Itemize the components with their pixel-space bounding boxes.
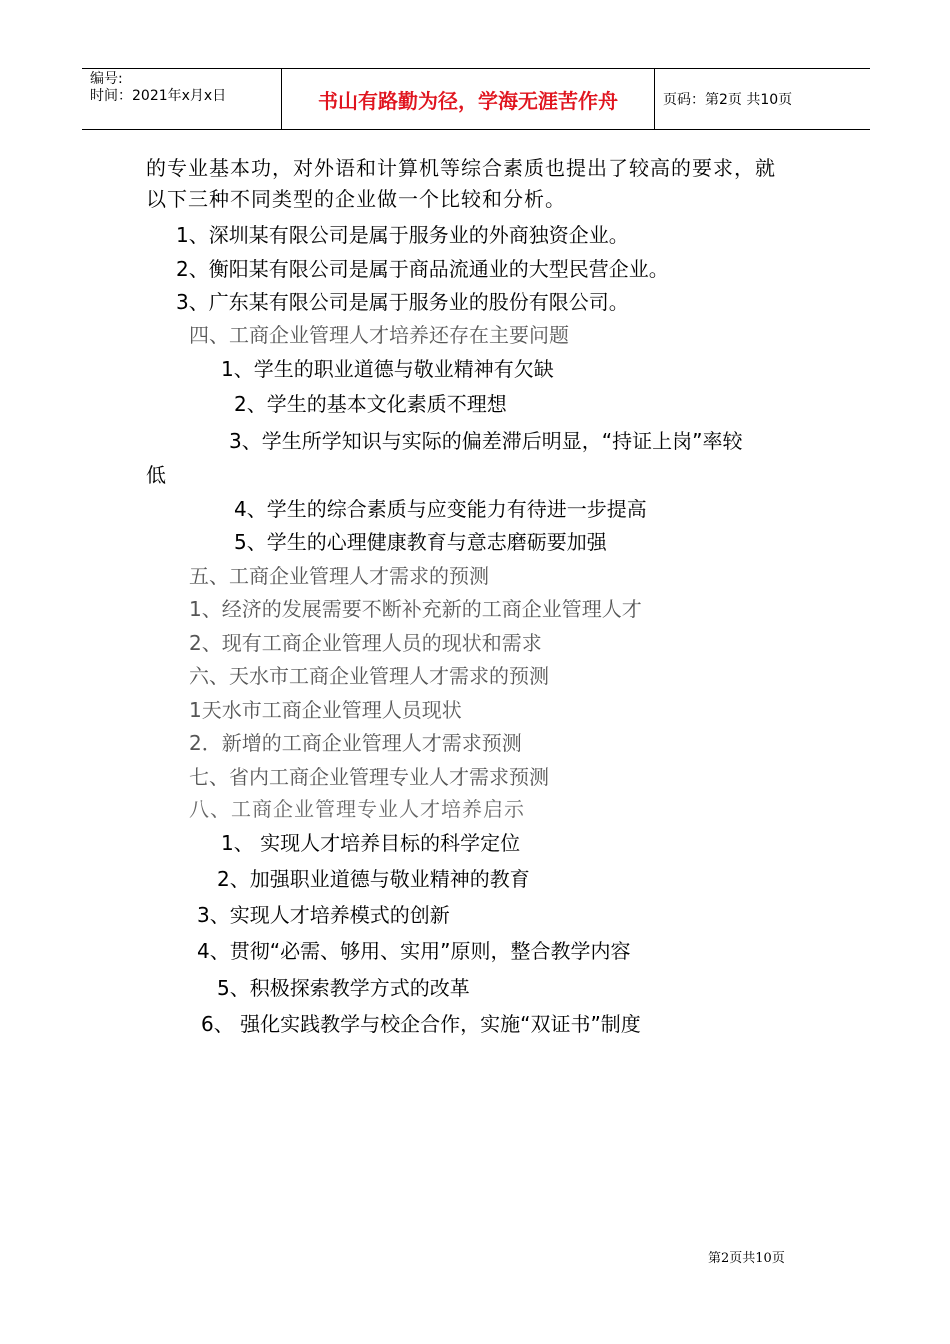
body-line-17: 1天水市工商企业管理人员现状: [189, 698, 462, 722]
body-line-9: 3、学生所学知识与实际的偏差滞后明显，“持证上岗”率较: [229, 429, 743, 453]
body-line-25: 5、积极探索教学方式的改革: [217, 976, 470, 1000]
footer-page-label: 第2页共10页: [708, 1251, 785, 1266]
section-heading-6: 六、天水市工商企业管理人才需求的预测: [189, 664, 549, 688]
body-line-2: 以下三种不同类型的企业做一个比较和分析。: [146, 187, 566, 211]
header-motto-cell: [282, 69, 655, 129]
body-line-3: 1、深圳某有限公司是属于服务业的外商独资企业。: [176, 223, 629, 247]
header-page-cell: [655, 69, 870, 129]
section-heading-8: 八、工商企业管理专业人才培养启示: [189, 797, 525, 821]
section-heading-4: 四、工商企业管理人才培养还存在主要问题: [189, 323, 569, 347]
body-line-10: 低: [146, 463, 166, 487]
body-line-23: 3、实现人才培养模式的创新: [197, 903, 450, 927]
section-heading-7: 七、省内工商企业管理专业人才需求预测: [189, 765, 549, 789]
section-heading-5: 五、工商企业管理人才需求的预测: [189, 564, 489, 588]
body-line-11: 4、学生的综合素质与应变能力有待进一步提高: [234, 497, 647, 521]
body-line-8: 2、学生的基本文化素质不理想: [234, 392, 507, 416]
body-line-21: 1、 实现人才培养目标的科学定位: [221, 831, 521, 855]
motto-text: 书山有路勤为径，学海无涯苦作舟: [318, 88, 618, 113]
body-line-15: 2、现有工商企业管理人员的现状和需求: [189, 631, 542, 655]
page-info: 页码：第2页 共10页: [663, 92, 793, 108]
body-line-26: 6、 强化实践教学与校企合作，实施“双证书”制度: [201, 1012, 641, 1036]
body-line-1: 的专业基本功，对外语和计算机等综合素质也提出了较高的要求，就: [146, 156, 776, 180]
number-label: 编号:: [90, 71, 123, 87]
body-line-18: 2．新增的工商企业管理人才需求预测: [189, 731, 522, 755]
time-label: 时间：2021年x月x日: [90, 88, 227, 104]
body-line-12: 5、学生的心理健康教育与意志磨砺要加强: [234, 530, 607, 554]
body-line-7: 1、学生的职业道德与敬业精神有欠缺: [221, 357, 554, 381]
header-table: [82, 68, 870, 130]
body-line-4: 2、衡阳某有限公司是属于商品流通业的大型民营企业。: [176, 257, 669, 281]
body-line-22: 2、加强职业道德与敬业精神的教育: [217, 867, 530, 891]
body-line-24: 4、贯彻“必需、够用、实用”原则，整合教学内容: [197, 939, 631, 963]
body-line-5: 3、广东某有限公司是属于服务业的股份有限公司。: [176, 290, 629, 314]
header-meta-cell: [82, 69, 282, 129]
body-line-14: 1、经济的发展需要不断补充新的工商企业管理人才: [189, 597, 642, 621]
